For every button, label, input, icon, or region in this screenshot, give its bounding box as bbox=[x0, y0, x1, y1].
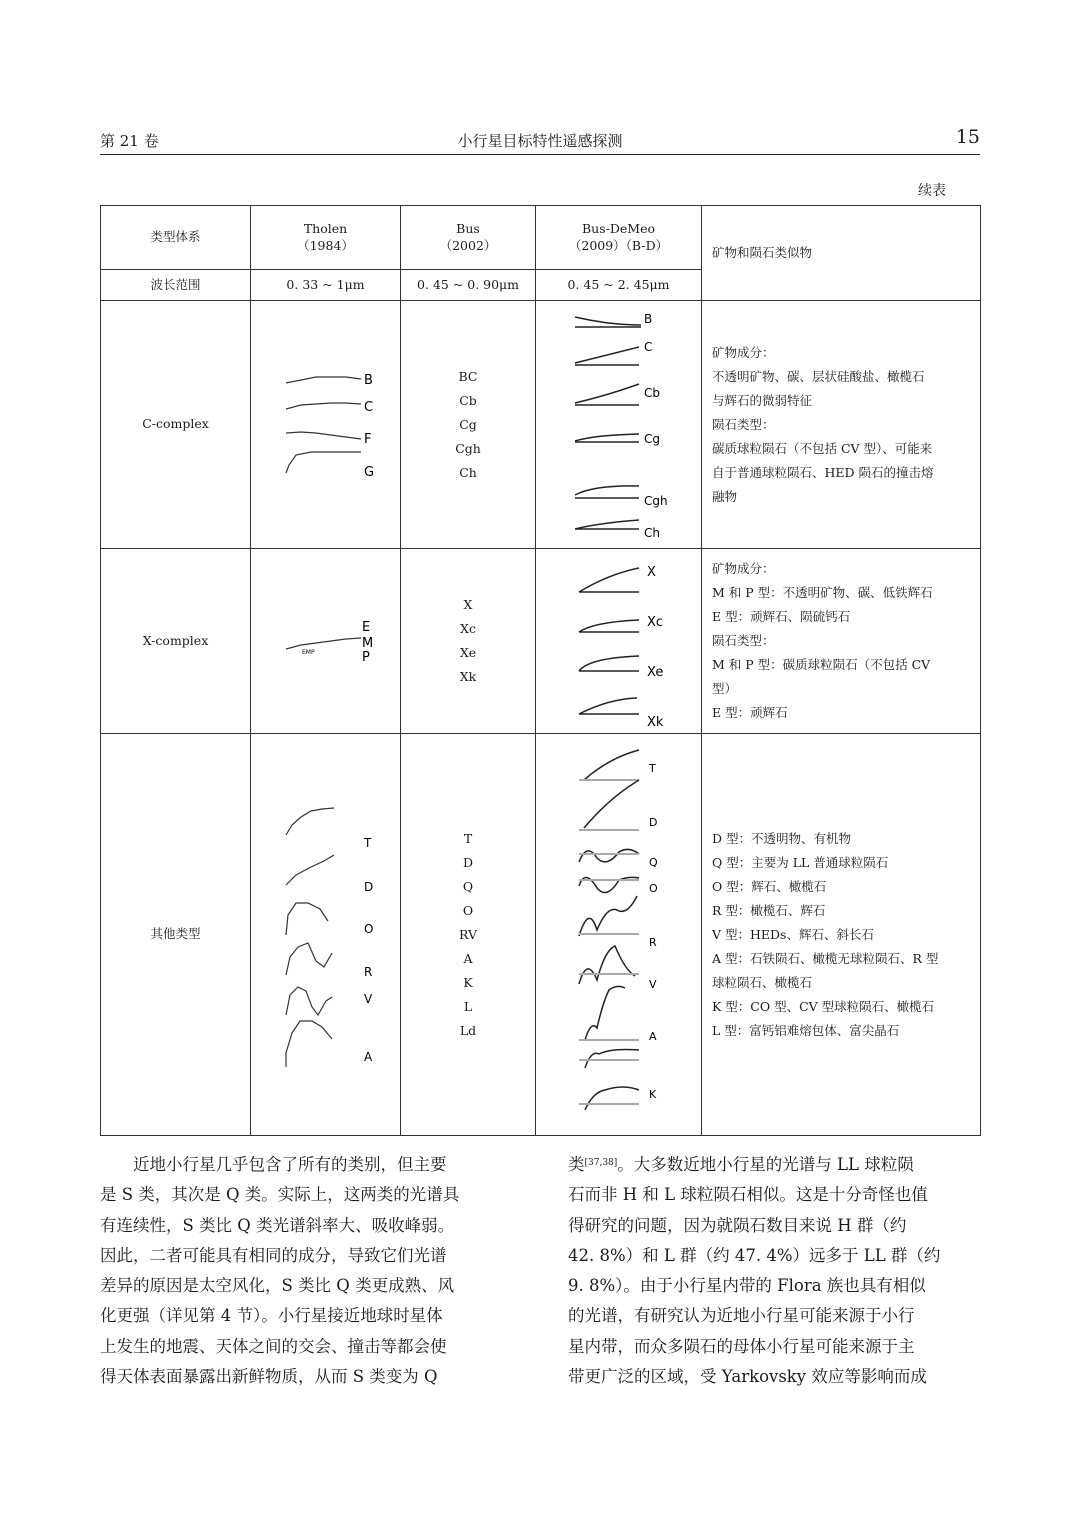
bus-class: L bbox=[463, 998, 473, 1014]
wavelength-tholen: 0. 33 ~ 1μm bbox=[251, 270, 401, 301]
tholen-label: F bbox=[363, 431, 371, 447]
mineral-line: O 型：辉石、橄榄石 bbox=[712, 878, 827, 894]
x-complex-row bbox=[101, 549, 981, 734]
mineral-line: A 型：石铁陨石、橄榄无球粒陨石、R 型 bbox=[712, 950, 939, 966]
tholen-label: B bbox=[363, 372, 373, 388]
other-demeo-spectra bbox=[536, 734, 702, 1136]
header-tholen-name: Tholen bbox=[303, 221, 348, 237]
other-tholen-spectra bbox=[251, 734, 401, 1136]
tholen-label: T bbox=[363, 835, 371, 850]
tholen-label: G bbox=[363, 464, 374, 480]
x-demeo-spectra bbox=[536, 549, 702, 734]
c-tholen-plot bbox=[256, 355, 396, 495]
header-type-system: 类型体系 bbox=[101, 206, 251, 270]
body-line: 9. 8%）。由于小行星内带的 Flora 族也具有相似 bbox=[568, 1276, 926, 1296]
other-types-name: 其他类型 bbox=[101, 734, 251, 1136]
demeo-label: X bbox=[646, 564, 656, 580]
tholen-label: R bbox=[363, 964, 372, 979]
header-bus bbox=[401, 206, 536, 270]
demeo-label: Ch bbox=[643, 525, 660, 540]
demeo-label: O bbox=[648, 881, 658, 895]
header-bus-name: Bus bbox=[456, 221, 480, 237]
c-complex-row bbox=[101, 301, 981, 549]
x-bus-classes bbox=[401, 549, 536, 734]
bus-class: T bbox=[463, 830, 473, 846]
mineral-line: 陨石类型： bbox=[712, 416, 775, 432]
mineral-line: 矿物成分： bbox=[712, 561, 775, 576]
bus-class: Xe bbox=[459, 645, 477, 660]
header-demeo bbox=[536, 206, 702, 270]
body-right-column bbox=[568, 1150, 980, 1392]
tholen-label: D bbox=[363, 879, 373, 894]
mineral-line: 融物 bbox=[712, 488, 738, 504]
other-types-row bbox=[101, 734, 981, 1136]
tholen-label: P bbox=[361, 650, 370, 665]
demeo-label: Xc bbox=[646, 614, 663, 630]
demeo-label: V bbox=[648, 977, 657, 991]
demeo-label: Cb bbox=[643, 385, 660, 400]
body-line: 近地小行星几乎包含了所有的类别，但主要 bbox=[133, 1155, 447, 1174]
x-complex-name: X-complex bbox=[101, 549, 251, 734]
bus-class: Cb bbox=[459, 392, 477, 408]
bus-class: Ld bbox=[459, 1022, 477, 1038]
demeo-label: A bbox=[648, 1029, 657, 1043]
c-mineral-text bbox=[702, 301, 981, 549]
x-tholen-spectra bbox=[251, 549, 401, 734]
body-line: 有连续性，S 类比 Q 类光谱斜率大、吸收峰弱。 bbox=[100, 1215, 455, 1235]
journal-title: 小行星目标特性遥感探测 bbox=[457, 132, 623, 150]
tholen-label: V bbox=[363, 991, 372, 1006]
demeo-label: R bbox=[648, 935, 657, 949]
mineral-line: 陨石类型： bbox=[712, 633, 775, 648]
tholen-label: O bbox=[363, 921, 373, 936]
mineral-line: Q 型：主要为 LL 普通球粒陨石 bbox=[712, 854, 889, 870]
mineral-line: D 型：不透明物、有机物 bbox=[712, 830, 851, 846]
bus-class: X bbox=[463, 597, 473, 612]
page-number: 15 bbox=[955, 126, 980, 148]
demeo-label: C bbox=[643, 339, 652, 354]
body-line: 星内带，而众多陨石的母体小行星可能来源于主 bbox=[568, 1336, 915, 1356]
mineral-line: R 型：橄榄石、辉石 bbox=[712, 902, 826, 918]
continued-label: 续表 bbox=[918, 183, 946, 199]
bus-class: Cgh bbox=[455, 440, 481, 456]
bus-class: O bbox=[462, 902, 474, 918]
mineral-line: K 型：CO 型、CV 型球粒陨石、橄榄石 bbox=[712, 998, 935, 1014]
demeo-label: Cgh bbox=[643, 493, 668, 508]
x-mineral-text bbox=[702, 549, 981, 734]
mineral-line: 与辉石的微弱特征 bbox=[712, 392, 813, 408]
body-line bbox=[568, 1150, 980, 1180]
other-mineral-text bbox=[702, 734, 981, 1136]
taxonomy-table bbox=[100, 205, 981, 1136]
body-line: 石而非 H 和 L 球粒陨石相似。这是十分奇怪也值 bbox=[568, 1185, 928, 1205]
mineral-line: 型） bbox=[712, 681, 738, 696]
mineral-line: M 和 P 型：不透明矿物、碳、低铁辉石 bbox=[712, 585, 933, 600]
mineral-line: M 和 P 型：碳质球粒陨石（不包括 CV bbox=[712, 657, 931, 672]
demeo-label: Xe bbox=[646, 664, 663, 680]
wavelength-label: 波长范围 bbox=[101, 270, 251, 301]
demeo-label: T bbox=[648, 761, 656, 775]
body-line: 因此，二者可能具有相同的成分，导致它们光谱 bbox=[100, 1245, 447, 1265]
header-tholen-year: （1984） bbox=[297, 237, 354, 253]
bus-class: K bbox=[463, 974, 473, 990]
x-tholen-plot bbox=[256, 611, 396, 671]
demeo-label: D bbox=[648, 815, 657, 829]
demeo-label: Q bbox=[648, 855, 658, 869]
demeo-label: K bbox=[648, 1087, 656, 1101]
citation[interactable]: [37,38] bbox=[584, 1158, 618, 1168]
bus-class: Xc bbox=[460, 621, 476, 636]
body-line: 是 S 类，其次是 Q 类。实际上，这两类的光谱具 bbox=[100, 1185, 460, 1205]
other-demeo-plot bbox=[539, 740, 699, 1130]
tholen-label: E bbox=[361, 620, 370, 635]
tholen-label: A bbox=[363, 1049, 372, 1064]
x-demeo-plot bbox=[539, 554, 699, 729]
c-complex-name: C-complex bbox=[101, 301, 251, 549]
header-tholen bbox=[251, 206, 401, 270]
body-text: 。大多数近地小行星的光谱与 LL 球粒陨 bbox=[617, 1155, 914, 1174]
tholen-group-label: EMP bbox=[301, 649, 315, 656]
c-demeo-spectra bbox=[536, 301, 702, 549]
header-bus-year: （2002） bbox=[439, 237, 497, 253]
bus-class: D bbox=[462, 854, 474, 870]
body-line: 带更广泛的区域，受 Yarkovsky 效应等影响而成 bbox=[568, 1367, 927, 1387]
bus-class: Ch bbox=[459, 464, 477, 480]
body-line: 42. 8%）和 L 群（约 47. 4%）远多于 LL 群（约 bbox=[568, 1245, 941, 1265]
tholen-label: M bbox=[361, 636, 373, 651]
header-demeo-year: （2009）（B-D） bbox=[568, 237, 669, 253]
mineral-line: 球粒陨石、橄榄石 bbox=[712, 974, 813, 990]
bus-class: Cg bbox=[459, 416, 477, 432]
wavelength-demeo: 0. 45 ~ 2. 45μm bbox=[536, 270, 702, 301]
other-bus-classes bbox=[401, 734, 536, 1136]
c-bus-classes bbox=[401, 301, 536, 549]
demeo-label: B bbox=[643, 311, 652, 326]
volume-label: 第 21 卷 bbox=[100, 132, 159, 150]
body-line: 上发生的地震、天体之间的交会、撞击等都会使 bbox=[100, 1336, 447, 1356]
other-tholen-plot bbox=[256, 795, 396, 1075]
table-header-row bbox=[101, 206, 981, 270]
running-header bbox=[100, 126, 980, 155]
c-tholen-spectra bbox=[251, 301, 401, 549]
mineral-line: V 型：HEDs、辉石、斜长石 bbox=[712, 926, 874, 942]
tholen-label: C bbox=[363, 399, 373, 415]
mineral-line: 不透明矿物、碳、层状硅酸盐、橄榄石 bbox=[712, 368, 925, 384]
mineral-line: 矿物成分： bbox=[712, 344, 775, 360]
bus-class: BC bbox=[458, 368, 478, 384]
header-mineral: 矿物和陨石类似物 bbox=[702, 206, 981, 301]
mineral-line: 自于普通球粒陨石、HED 陨石的撞击熔 bbox=[712, 464, 934, 480]
mineral-line: E 型：顽辉石、陨硫钙石 bbox=[712, 609, 851, 624]
header-demeo-name: Bus-DeMeo bbox=[581, 221, 656, 237]
demeo-label: Cg bbox=[643, 431, 660, 446]
mineral-line: L 型：富钙铝难熔包体、富尖晶石 bbox=[712, 1022, 900, 1038]
mineral-line: E 型：顽辉石 bbox=[712, 705, 788, 720]
body-line: 化更强（详见第 4 节）。小行星接近地球时星体 bbox=[100, 1306, 443, 1326]
mineral-line: 碳质球粒陨石（不包括 CV 型）、可能来 bbox=[712, 440, 933, 456]
demeo-label: Xk bbox=[646, 714, 663, 729]
body-line: 的光谱，有研究认为近地小行星可能来源于小行 bbox=[568, 1306, 915, 1326]
bus-class: RV bbox=[459, 926, 477, 942]
bus-class: Xk bbox=[459, 669, 477, 684]
body-line: 差异的原因是太空风化，S 类比 Q 类更成熟、风 bbox=[100, 1276, 455, 1296]
body-left-column bbox=[100, 1150, 513, 1392]
bus-class: A bbox=[463, 950, 473, 966]
body-line: 得天体表面暴露出新鲜物质，从而 S 类变为 Q bbox=[100, 1367, 438, 1387]
c-demeo-plot bbox=[539, 305, 699, 545]
wavelength-bus: 0. 45 ~ 0. 90μm bbox=[401, 270, 536, 301]
bus-class: Q bbox=[462, 878, 474, 894]
body-line: 得研究的问题，因为就陨石数目来说 H 群（约 bbox=[568, 1215, 907, 1235]
body-text: 类 bbox=[568, 1155, 585, 1174]
